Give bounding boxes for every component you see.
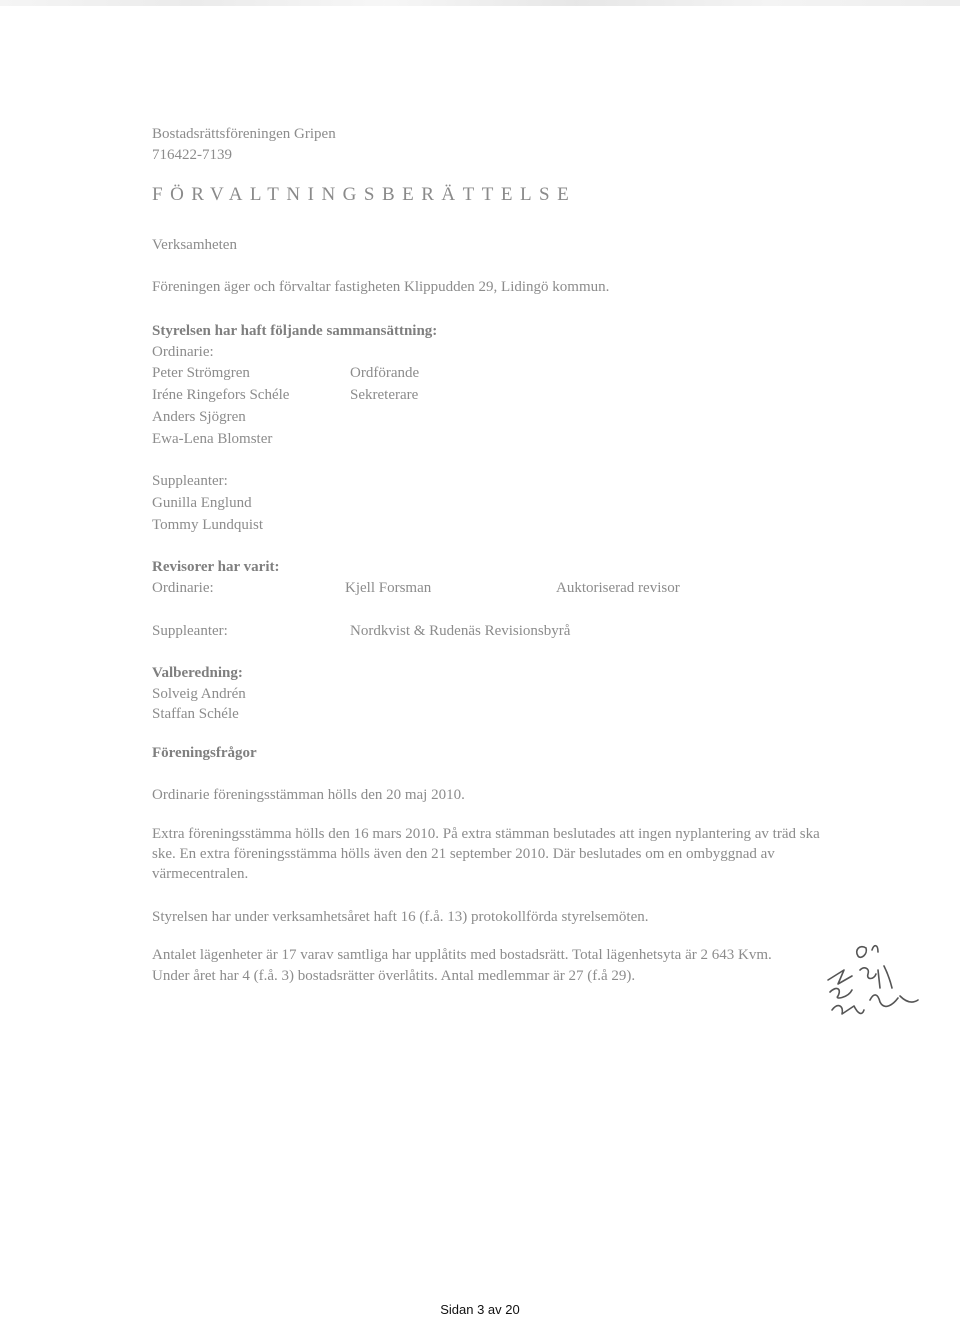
handwritten-initials	[808, 940, 938, 1025]
revisorer-suppleanter-label: Suppleanter:	[152, 623, 228, 639]
board-suppleant: Tommy Lundquist	[152, 517, 264, 533]
board-member-name: Ewa-Lena Blomster	[152, 431, 273, 447]
document-title: FÖRVALTNINGSBERÄTTELSE	[152, 184, 577, 205]
org-name: Bostadsrättsföreningen Gripen	[152, 126, 336, 142]
valberedning-member: Solveig Andrén	[152, 686, 246, 702]
styrelsen-suppleanter-label: Suppleanter:	[152, 473, 228, 489]
verksamheten-heading: Verksamheten	[152, 237, 237, 253]
revisor-suppleant: Nordkvist & Rudenäs Revisionsbyrå	[350, 623, 571, 639]
board-member-name: Iréne Ringefors Schéle	[152, 387, 290, 403]
org-number: 716422-7139	[152, 147, 232, 163]
board-member-role: Ordförande	[350, 365, 420, 381]
styrelsemoten: Styrelsen har under verksamhetsåret haft 16 (f.å. 13) protokollförda styrelsemöten.	[152, 909, 649, 925]
board-member-name: Peter Strömgren	[152, 365, 250, 381]
scan-noise-strip	[0, 0, 960, 6]
valberedning-member: Staffan Schéle	[152, 706, 239, 722]
board-member-role: Sekreterare	[350, 387, 419, 403]
revisor-name: Kjell Forsman	[345, 580, 432, 596]
foreningsfragor-heading: Föreningsfrågor	[152, 745, 257, 761]
styrelsen-heading: Styrelsen har haft följande sammansättning:	[152, 323, 438, 339]
stamma-ordinarie: Ordinarie föreningsstämman hölls den 20 maj 2010.	[152, 787, 465, 803]
medlemmar-info: Under året har 4 (f.å. 3) bostadsrätter överlåtits. Antal medlemmar är 27 (f.å 29).	[152, 968, 636, 984]
lagenheter-info: Antalet lägenheter är 17 varav samtliga har upplåtits med bostadsrätt. Total lägenhetsyta är 2 643 Kvm.	[152, 947, 772, 963]
page-number: Sidan 3 av 20	[440, 1302, 520, 1317]
revisorer-ordinarie-label: Ordinarie:	[152, 580, 214, 596]
styrelsen-ordinarie-label: Ordinarie:	[152, 344, 214, 360]
valberedning-heading: Valberedning:	[152, 665, 243, 681]
board-suppleant: Gunilla Englund	[152, 495, 252, 511]
revisorer-heading: Revisorer har varit:	[152, 559, 280, 575]
board-member-name: Anders Sjögren	[152, 409, 246, 425]
stamma-extra: Extra föreningsstämma hölls den 16 mars 2010. På extra stämman beslutades att ingen nyplantering av träd ska ske. En extra föreningsstämma hölls även den 21 september 2010. Där beslutades om en ombyggnad av värmecentralen.	[152, 826, 820, 882]
revisor-title: Auktoriserad revisor	[556, 580, 680, 596]
verksamheten-text: Föreningen äger och förvaltar fastigheten Klippudden 29, Lidingö kommun.	[152, 279, 610, 295]
